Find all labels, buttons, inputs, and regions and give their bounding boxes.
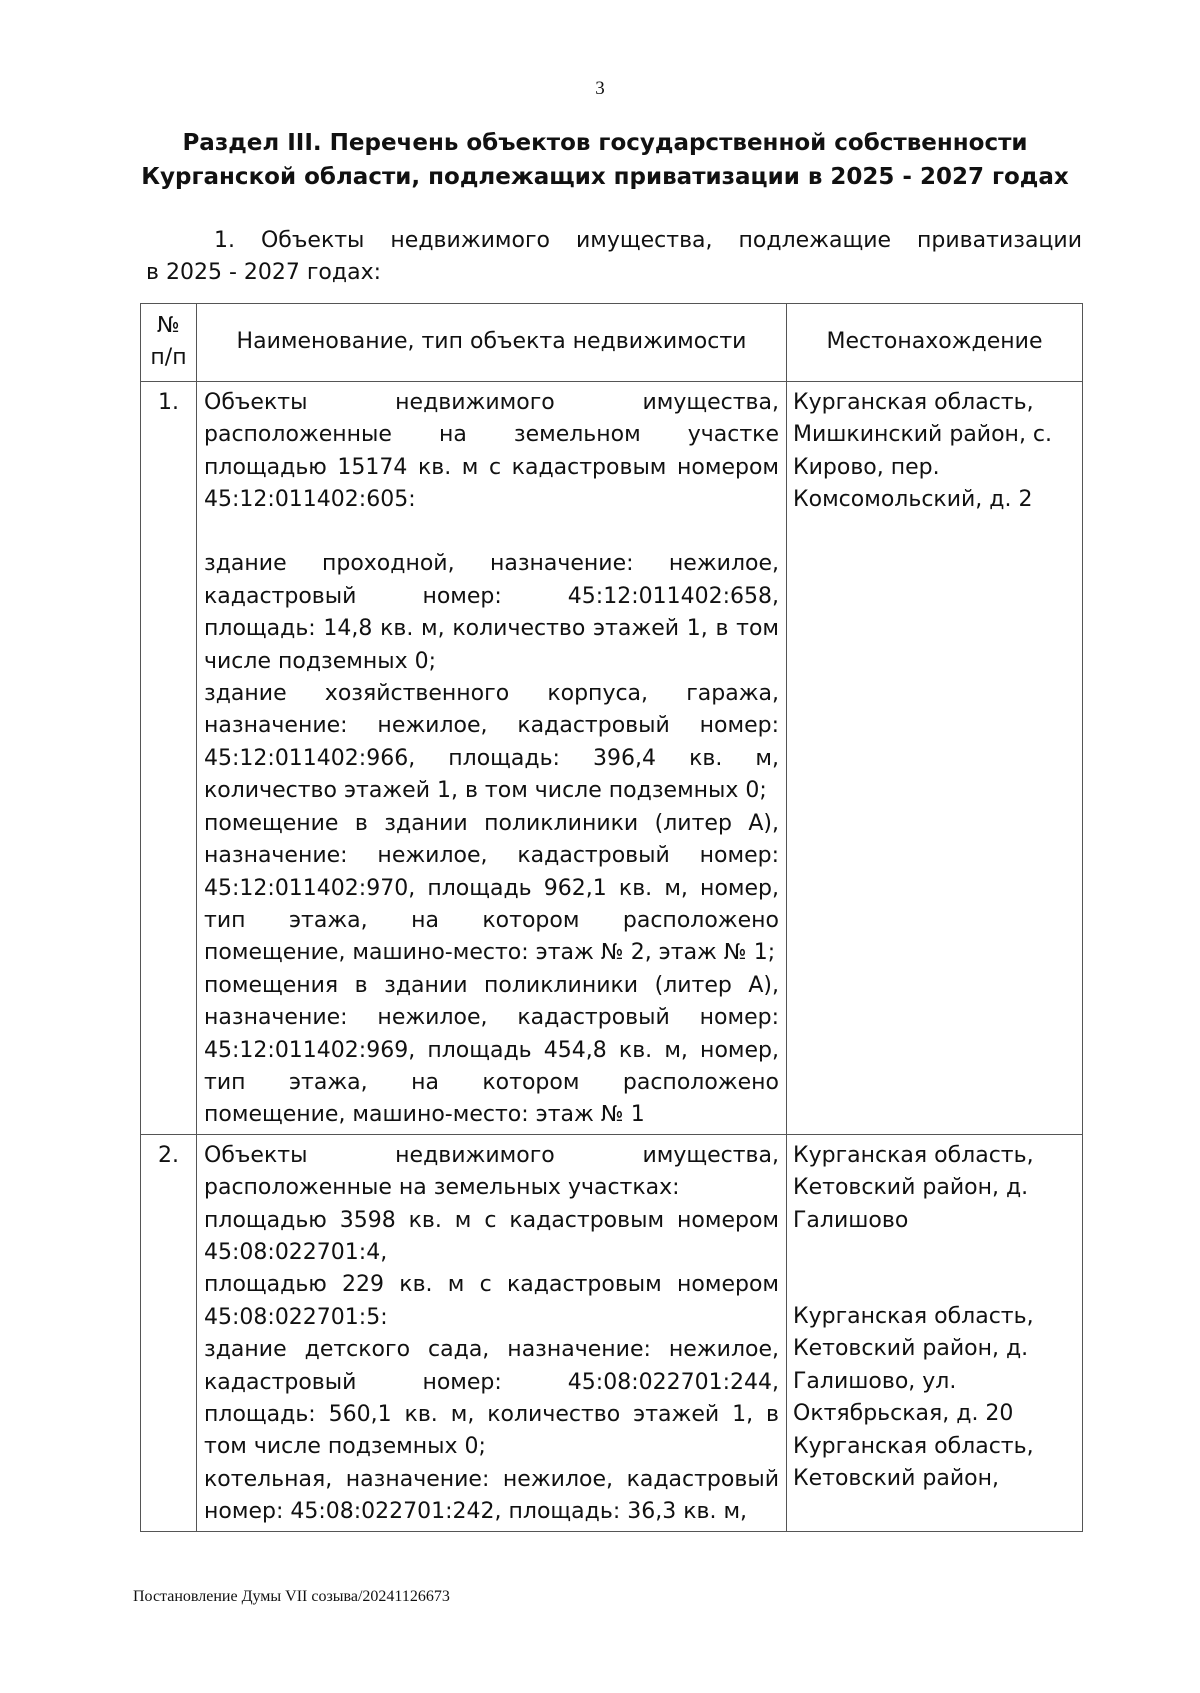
intro-paragraph [146, 225, 1082, 289]
table-row [141, 1134, 1083, 1531]
row-land-plot: площадью 229 кв. м с кадастровым номером 45:08:022701:5: [204, 1272, 779, 1330]
header-location: Местонахождение [787, 304, 1083, 382]
spacer [204, 516, 779, 548]
section-title [130, 126, 1080, 194]
row-object-item: здание хозяйственного корпуса, гаража, назначение: нежилое, кадастровый номер: 45:12:011402:966, площадь: 396,4 кв. м, количество этажей 1, в том числе подземных 0; [204, 681, 779, 804]
spacer [793, 1237, 1076, 1269]
row-name-cell [197, 381, 787, 1134]
section-title-line-1: Раздел III. Перечень объектов государственной собственности [182, 130, 1028, 156]
section-title-line-2: Курганской области, подлежащих приватизации в 2025 - 2027 годах [141, 164, 1069, 190]
row-object-item: здание детского сада, назначение: нежилое, кадастровый номер: 45:08:022701:244, площадь: 560,1 кв. м, количество этажей 1, в том числе подземных 0; [204, 1337, 779, 1460]
row-object-intro: Объекты недвижимого имущества, расположенные на земельных участках: [204, 1142, 779, 1201]
row-object-item: помещения в здании поликлиники (литер А), назначение: нежилое, кадастровый номер: 45:12:011402:969, площадь 454,8 кв. м, номер, тип этажа, на котором расположено помещение, машино-место: этаж № 1 [204, 972, 779, 1128]
row-location: Курганская область, Мишкинский район, с. Кирово, пер. Комсомольский, д. 2 [787, 381, 1083, 1134]
row-object-item: здание проходной, назначение: нежилое, кадастровый номер: 45:12:011402:658, площадь: 14,8 кв. м, количество этажей 1, в том числе подземных 0; [204, 551, 779, 674]
document-footer: Постановление Думы VII созыва/20241126673 [133, 1588, 450, 1605]
table-row [141, 381, 1083, 1134]
property-table [140, 303, 1083, 1532]
table-header-row [141, 304, 1083, 382]
row-object-item: котельная, назначение: нежилое, кадастровый номер: 45:08:022701:242, площадь: 36,3 кв. м, [204, 1466, 779, 1525]
row-location-item: Курганская область, Кетовский район, [793, 1433, 1034, 1491]
page-number: 3 [595, 78, 605, 99]
spacer [793, 1269, 1076, 1301]
row-land-plot: площадью 3598 кв. м с кадастровым номером 45:08:022701:4, [204, 1207, 779, 1265]
header-name: Наименование, тип объекта недвижимости [197, 304, 787, 382]
row-location: Курганская область, Кетовский район, д. Галишово [793, 1142, 1034, 1233]
row-number: 1. [141, 381, 197, 1134]
header-num: № п/п [141, 304, 197, 382]
row-object-item: помещение в здании поликлиники (литер А), назначение: нежилое, кадастровый номер: 45:12:011402:970, площадь 962,1 кв. м, номер, тип этажа, на котором расположено помещение, машино-место: этаж № 2, этаж № 1; [204, 810, 779, 966]
row-location-cell [787, 1134, 1083, 1531]
intro-line-1: 1. Объекты недвижимого имущества, подлежащие приватизации [214, 228, 1082, 253]
intro-line-2: в 2025 - 2027 годах: [146, 260, 381, 285]
row-location-item: Курганская область, Кетовский район, д. Галишово, ул. Октябрьская, д. 20 [793, 1303, 1034, 1427]
row-object-intro: Объекты недвижимого имущества, расположенные на земельном участке площадью 15174 кв. м с кадастровым номером 45:12:011402:605: [204, 389, 779, 513]
table-viewport [140, 303, 1083, 1599]
row-number: 2. [141, 1134, 197, 1531]
row-name-cell [197, 1134, 787, 1531]
